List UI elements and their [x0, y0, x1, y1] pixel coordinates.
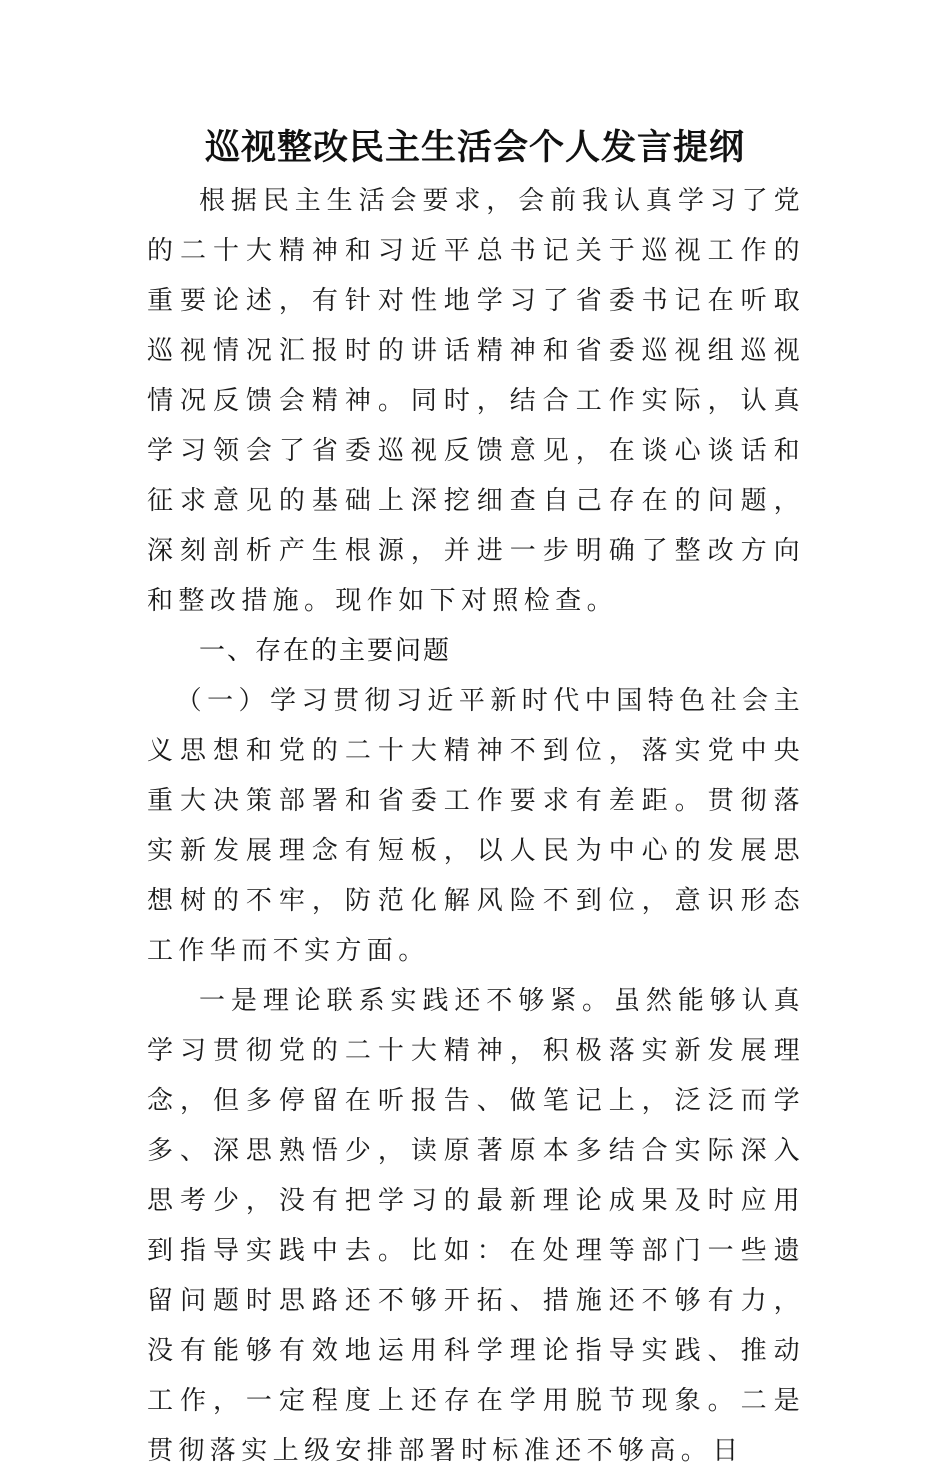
section-heading: 一、存在的主要问题 — [199, 636, 452, 666]
subsection-paragraph: （一）学习贯彻习近平新时代中国特色社会主义思想和党的二十大精神不到位，落实党中央重大决策部署和省委工作要求有差距。贯彻落实新发展理念有短板，以人民为中心的发展思想树的不牢，防范化解风险不到位，意识形态工作华而不实方面。 — [147, 686, 805, 966]
intro-paragraph: 根据民主生活会要求，会前我认真学习了党的二十大精神和习近平总书记关于巡视工作的重要论述，有针对性地学习了省委书记在听取巡视情况汇报时的讲话精神和省委巡视组巡视情况反馈会精神。同时，结合工作实际，认真学习领会了省委巡视反馈意见，在谈心谈话和征求意见的基础上深挖细查自己存在的问题，深刻剖析产生根源，并进一步明确了整改方向和整改措施。现作如下对照检查。 — [147, 186, 805, 616]
document-title: 巡视整改民主生活会个人发言提纲 — [204, 127, 745, 168]
document-body — [147, 176, 805, 1476]
point-paragraph: 一是理论联系实践还不够紧。虽然能够认真学习贯彻党的二十大精神，积极落实新发展理念，但多停留在听报告、做笔记上，泛泛而学多、深思熟悟少，读原著原本多结合实际深入思考少，没有把学习的最新理论成果及时应用到指导实践中去。比如：在处理等部门一些遗留问题时思路还不够开拓、措施还不够有力，没有能够有效地运用科学理论指导实践、推动工作，一定程度上还存在学用脱节现象。二是贯彻落实上级安排部署时标准还不够高。日 — [147, 986, 805, 1466]
